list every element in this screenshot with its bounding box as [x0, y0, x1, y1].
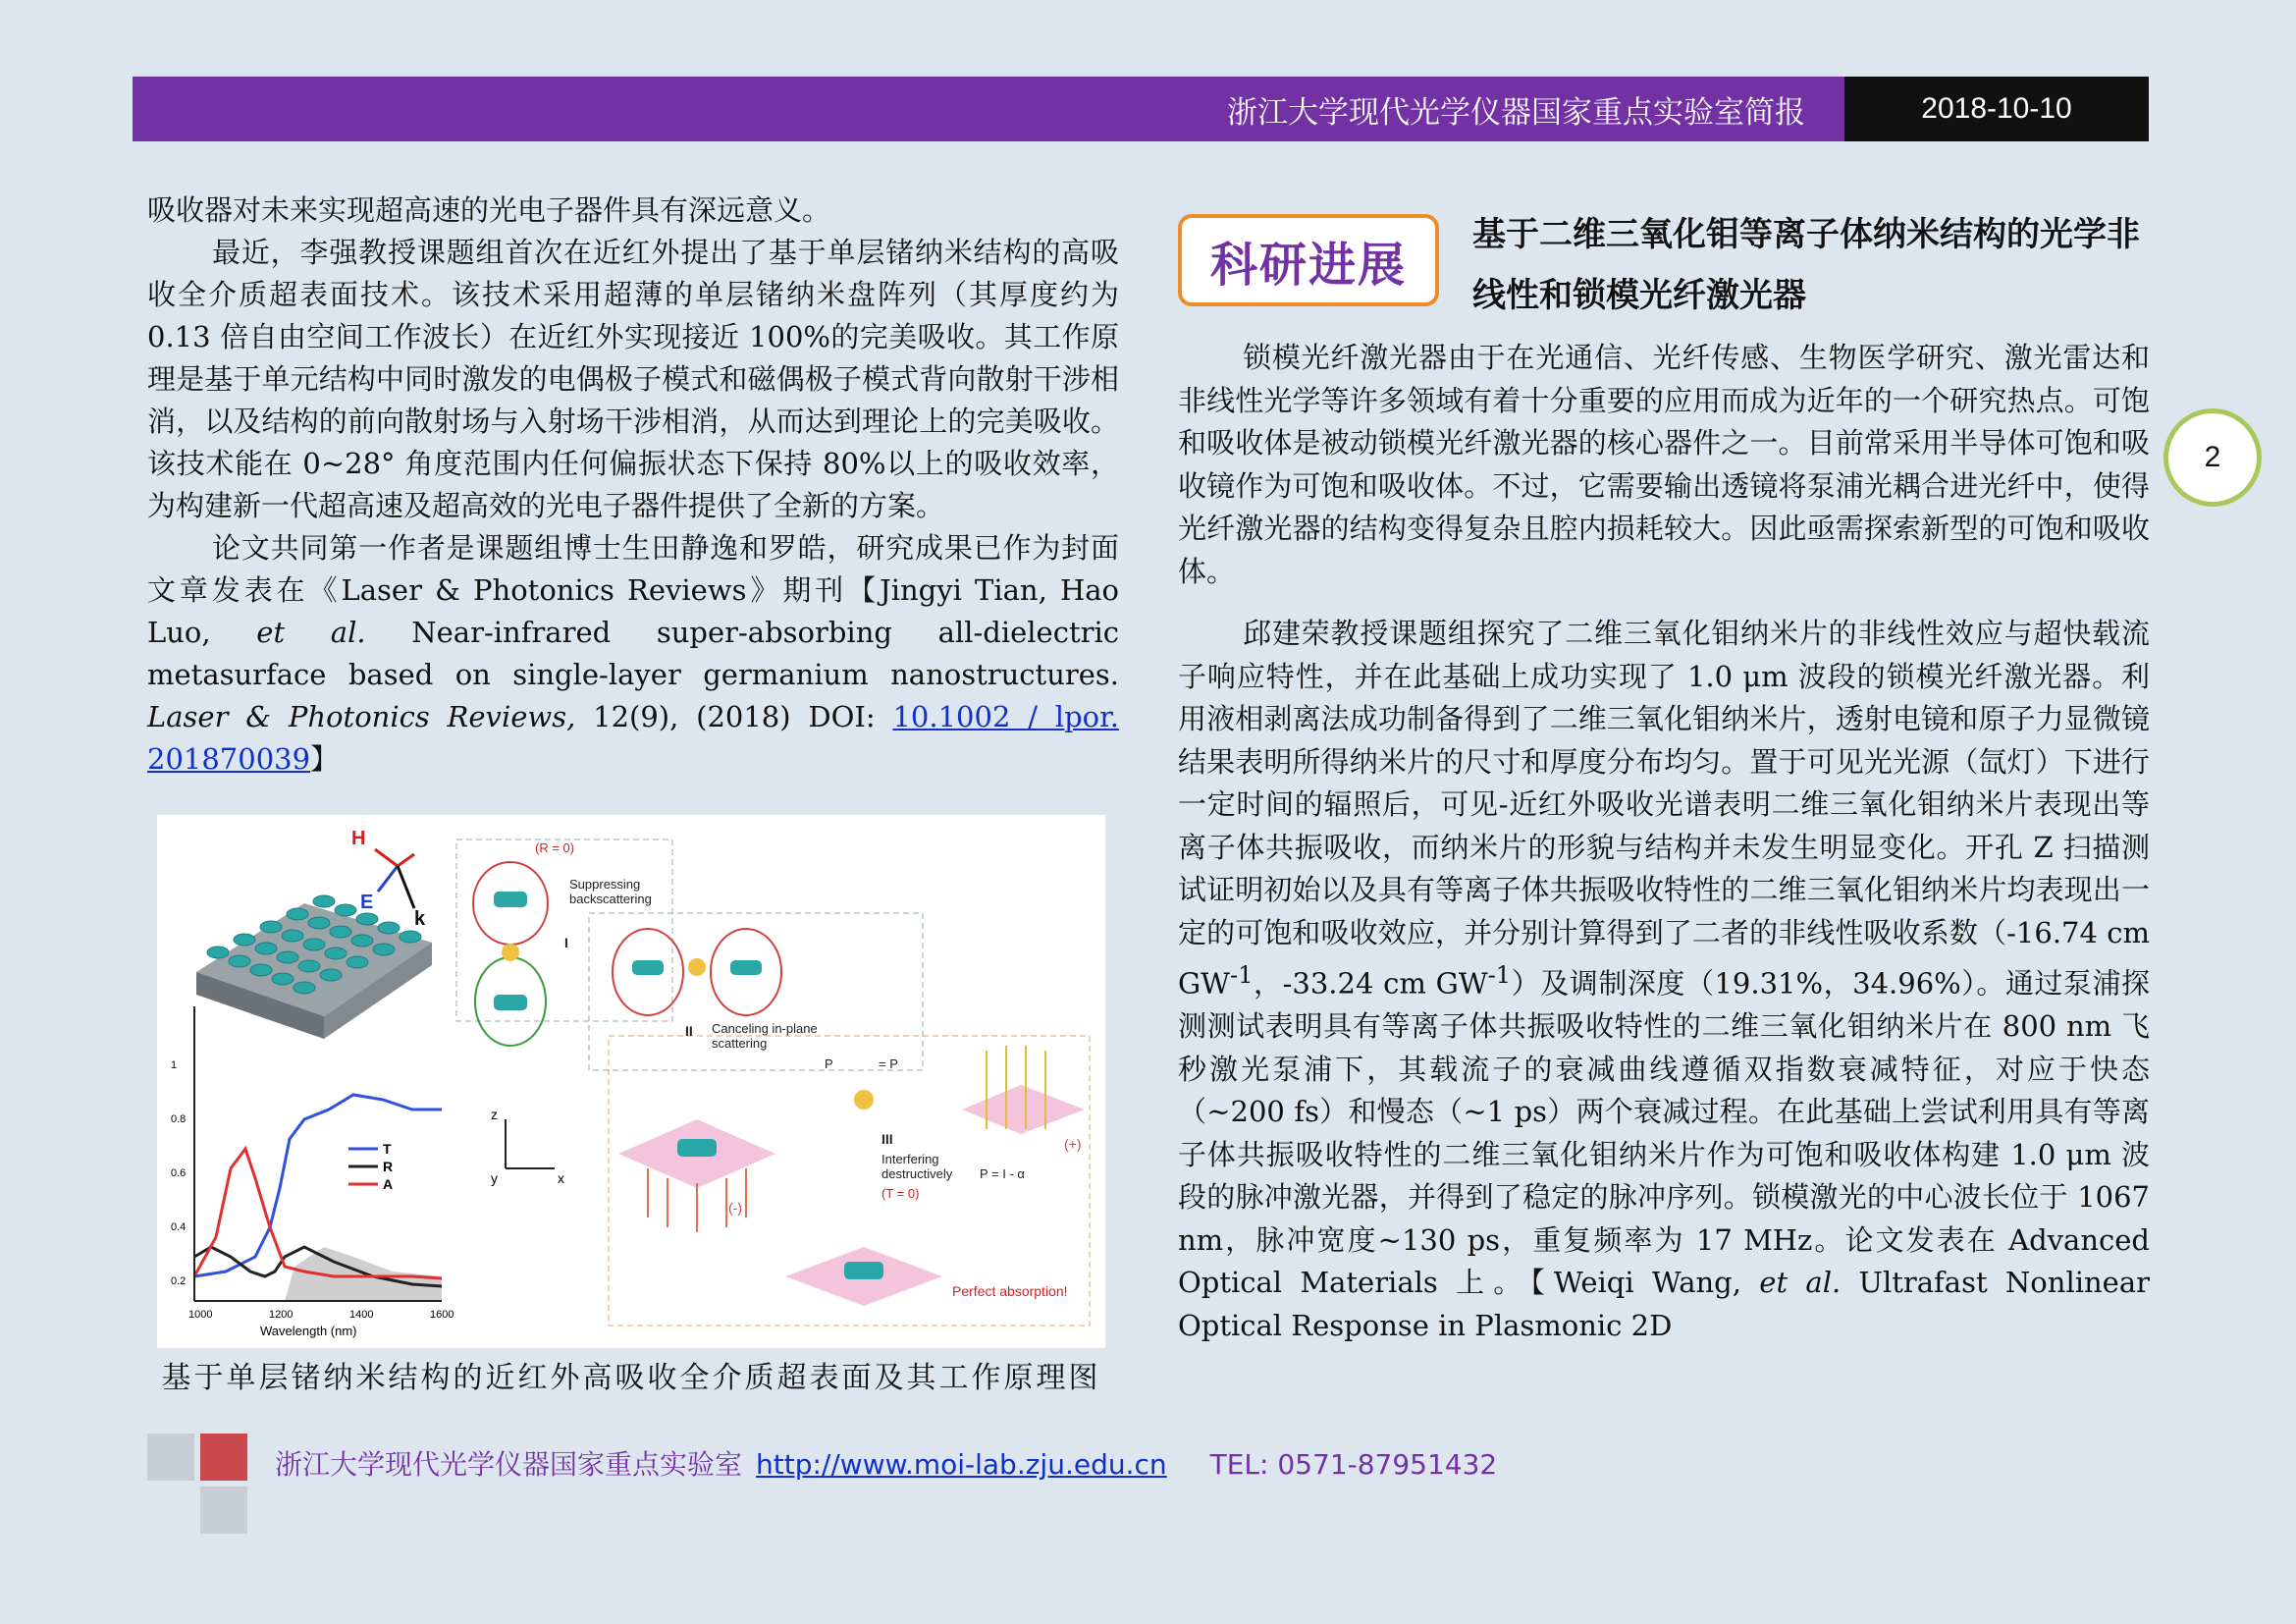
label-suppress: Suppressing: [569, 877, 641, 892]
nanodisk: [356, 913, 378, 925]
axis-x: x: [558, 1170, 564, 1186]
legend-label: T: [383, 1141, 392, 1157]
newsletter-title: 浙江大学现代光学仪器国家重点实验室简报: [133, 77, 1844, 141]
nanodisk: [272, 973, 294, 985]
figure-graphic: [157, 815, 1105, 1348]
axis-z: z: [491, 1107, 498, 1122]
citation-etal: et al.: [256, 616, 366, 649]
nanodisk: [260, 921, 282, 933]
metasurface-array-illustration: [196, 895, 432, 1039]
footer-square-gray-2: [200, 1487, 247, 1534]
nanodisk: [250, 964, 272, 976]
nanodisk: [373, 944, 395, 955]
p2-part-a: 邱建荣教授课题组探究了二维三氧化钼纳米片的非线性效应与超快载流子响应特性，并在此基础上成功实现了 1.0 μm 波段的锁模光纤激光器。利用液相剥离法成功制备得到了二维三氧化钼纳米片，透射电镜和原子力显微镜结果表明所得纳米片的尺寸和厚度分布均匀。置于可见光光源（氙灯）下进行一定时间的辐照后，可见-近红外吸收光谱表明二维三氧化钼纳米片表现出等离子体共振吸收，而纳米片的形貌与结构并未发生明显变化。开孔 Z 扫描测试证明初始以及具有等离子体共振吸收特性的二维三氧化钼纳米片均表现出一定的可饱和吸收效应，并分别计算得到了二者的非线性吸收系数（-16.74 cm GW: [1178, 617, 2150, 1001]
label-E: E: [360, 892, 374, 913]
x-tick-label: 1400: [349, 1309, 374, 1321]
section-tag: 科研进展: [1178, 214, 1439, 306]
footer-lab-name: 浙江大学现代光学仪器国家重点实验室: [275, 1448, 743, 1481]
label-step-III: III: [881, 1131, 893, 1147]
nanodisk: [320, 969, 342, 981]
y-tick-label: 0.4: [171, 1221, 187, 1233]
p2-part-b: ，-33.24 cm GW: [1253, 966, 1488, 1001]
citation-text: 论文共同第一作者是课题组博士生田静逸和罗皓，研究成果已作为封面文章发表在《Laser & Photonics Reviews》期刊【Jingyi Tian, Hao Luo,: [147, 531, 1119, 649]
y-tick-label: 1: [171, 1059, 178, 1071]
label-cancel: Canceling in-plane: [712, 1021, 818, 1036]
header-bar: [133, 77, 2149, 141]
p2-etal: et al.: [1759, 1266, 1842, 1300]
p2-sup-1: -1: [1229, 961, 1254, 989]
left-column: [147, 189, 1119, 781]
nanodisk: [347, 956, 368, 968]
coordinate-axes: [506, 1119, 555, 1168]
nanodisk: [308, 917, 330, 929]
chart-xlabel: Wavelength (nm): [260, 1324, 357, 1338]
footer-square-gray-1: [147, 1434, 194, 1481]
label-pzero: P = I - α: [980, 1166, 1025, 1181]
left-paragraph-2: 最近，李强教授课题组首次在近红外提出了基于单层锗纳米结构的高吸收全介质超表面技术。该技术采用超薄的单层锗纳米盘阵列（其厚度约为 0.13 倍自由空间工作波长）在近红外实现接近 100%的完美吸收。其工作原理是基于单元结构中同时激发的电偶极子模式和磁偶极子模式背向散射干涉相消，以及结构的前向散射场与入射场干涉相消，从而达到理论上的完美吸收。该技术能在 0~28° 角度范围内任何偏振状态下保持 80%以上的吸收效率，为构建新一代超高速及超高效的光电子器件提供了全新的方案。: [147, 236, 1119, 522]
left-paragraph-3: [147, 527, 1119, 781]
nanodisk: [378, 922, 400, 934]
issue-date: 2018-10-10: [1844, 77, 2149, 141]
p2-sup-2: -1: [1487, 961, 1512, 989]
footer-square-red: [200, 1434, 247, 1481]
citation-title: Near-infrared super-absorbing all-dielectric metasurface based on single-layer germanium nanostructures.: [147, 616, 1119, 691]
figure-caption: 基于单层锗纳米结构的近红外高吸收全介质超表面及其工作原理图: [161, 1361, 1101, 1395]
label-scattering: scattering: [712, 1036, 768, 1051]
citation-volume: 12(9), (2018) DOI:: [575, 700, 893, 733]
label-p0: = P: [879, 1056, 898, 1071]
page-number: 2: [2163, 408, 2262, 507]
citation-end: 】: [310, 742, 340, 776]
y-tick-label: 0.8: [171, 1113, 187, 1125]
spectrum-chart: [171, 1006, 454, 1338]
label-minus: (-): [728, 1200, 742, 1216]
label-perfect-absorption: Perfect absorption!: [952, 1283, 1068, 1299]
label-k: k: [414, 908, 426, 930]
legend-label: A: [383, 1176, 394, 1192]
right-paragraph-1: 锁模光纤激光器由于在光通信、光纤传感、生物医学研究、激光雷达和非线性光学等许多领域有着十分重要的应用而成为近年的一个研究热点。可饱和吸收体是被动锁模光纤激光器的核心器件之一。目前常采用半导体可饱和吸收镜作为可饱和吸收体。不过，它需要输出透镜将泵浦光耦合进光纤中，使得光纤激光器的结构变得复杂且腔内损耗较大。因此亟需探索新型的可饱和吸收体。: [1178, 341, 2150, 588]
legend-label: R: [383, 1159, 394, 1174]
nanodisk: [400, 931, 421, 943]
nanodisk: [313, 895, 335, 907]
p2-part-d: Ultrafast Nonlinear Optical Response in Plasmonic 2D: [1178, 1266, 2150, 1342]
metasurface-figure: [157, 815, 1105, 1348]
nanodisk: [351, 935, 373, 947]
left-paragraph-1: 吸收器对未来实现超高速的光电子器件具有深远意义。: [147, 193, 831, 227]
label-backscatter: backscattering: [569, 892, 652, 906]
label-interfering: Interfering: [881, 1152, 939, 1166]
nanodisk: [207, 947, 229, 958]
footer-url-link[interactable]: http://www.moi-lab.zju.edu.cn: [756, 1448, 1167, 1481]
nanodisk: [294, 982, 315, 994]
y-tick-label: 0.6: [171, 1167, 187, 1179]
label-step-II: II: [685, 1023, 693, 1039]
nanodisk: [335, 904, 356, 916]
label-H: H: [351, 828, 366, 849]
y-tick-label: 0.2: [171, 1275, 187, 1287]
p2-part-c: ）及调制深度（19.31%，34.96%）。通过泵浦探测测试表明具有等离子体共振吸收特性的二维三氧化钼纳米片在 800 nm 飞秒激光泵浦下，其载流子的衰减曲线遵循双指数衰减特征，对应于快态（~200 fs）和慢态（~1 ps）两个衰减过程。在此基础上尝试利用具有等离子体共振吸收特性的二维三氧化钼纳米片作为可饱和吸收体构建 1.0 μm 波段的脉冲激光器，并得到了稳定的脉冲序列。锁模激光的中心波长位于 1067 nm，脉冲宽度~130 ps，重复频率为 17 MHz。论文发表在 Advanced Optical Materials 上。【Weiqi Wang,: [1178, 966, 2150, 1300]
nanodisk: [325, 947, 347, 959]
axis-y: y: [491, 1170, 498, 1186]
series-T: [194, 1095, 442, 1276]
nanodisk: [277, 951, 298, 963]
nanodisk: [298, 960, 320, 972]
footer-tel: TEL: 0571-87951432: [1209, 1448, 1498, 1481]
nanodisk: [255, 943, 277, 954]
doi-link[interactable]: 10.1002 / lpor. 201870039: [147, 700, 1119, 776]
nanodisk: [229, 955, 250, 967]
label-plus: (+): [1064, 1136, 1082, 1152]
article-title: 基于二维三氧化钼等离子体纳米结构的光学非线性和锁模光纤激光器: [1472, 215, 2140, 315]
label-r0: (R = 0): [535, 840, 575, 855]
x-tick-label: 1600: [430, 1309, 454, 1321]
citation-journal: Laser & Photonics Reviews,: [147, 700, 576, 733]
label-destructively: destructively: [881, 1166, 953, 1181]
nanodisk: [303, 939, 325, 950]
label-t0: (T = 0): [881, 1186, 920, 1201]
nanodisk: [330, 926, 351, 938]
nanodisk: [287, 908, 308, 920]
x-tick-label: 1200: [269, 1309, 294, 1321]
nanodisk: [234, 934, 255, 946]
nanodisk: [282, 930, 303, 942]
label-pscat: P: [825, 1056, 833, 1071]
label-step-I: I: [564, 935, 568, 950]
article-body: [1178, 337, 2150, 1347]
footer: [275, 1443, 1497, 1483]
right-paragraph-2: [1178, 613, 2150, 1347]
x-tick-label: 1000: [188, 1309, 213, 1321]
